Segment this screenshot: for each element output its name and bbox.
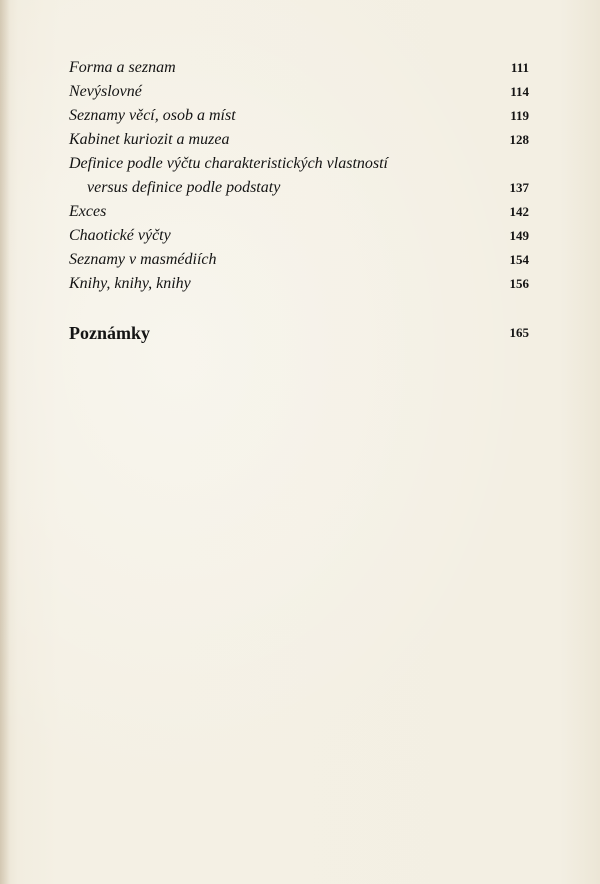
toc-entry xyxy=(69,80,531,104)
toc-entry-page: 149 xyxy=(509,228,529,243)
toc-entry xyxy=(69,56,531,80)
toc-entry-page: 111 xyxy=(510,60,529,75)
table-of-contents xyxy=(69,56,531,346)
toc-section-entry xyxy=(69,320,531,346)
toc-entry xyxy=(69,200,531,224)
toc-entry-page: 142 xyxy=(509,204,529,219)
toc-entry xyxy=(69,248,531,272)
toc-entry-title: Exces xyxy=(69,203,107,220)
toc-entry-title: Seznamy v masmédiích xyxy=(69,251,217,268)
toc-entry-title-line2: versus definice podle podstaty xyxy=(87,179,281,196)
toc-entry-page: 156 xyxy=(509,276,529,291)
toc-entry xyxy=(69,104,531,128)
toc-entry xyxy=(69,224,531,248)
toc-entry-title: Chaotické výčty xyxy=(69,227,171,244)
toc-entry-title-line1: Definice podle výčtu charakteristických vlastností xyxy=(69,155,388,172)
toc-entry-page: 154 xyxy=(509,252,529,267)
toc-entry xyxy=(69,128,531,152)
toc-entry-title: Seznamy věcí, osob a míst xyxy=(69,107,236,124)
spine-shadow xyxy=(0,0,10,884)
toc-entry-title: Knihy, knihy, knihy xyxy=(69,275,191,292)
toc-entry-title: Nevýslovné xyxy=(69,83,142,100)
toc-section-title: Poznámky xyxy=(69,323,150,343)
toc-entry-title: Kabinet kuriozit a muzea xyxy=(69,131,230,148)
toc-entry-page: 119 xyxy=(510,108,529,123)
toc-entry-title xyxy=(69,152,531,200)
toc-entry xyxy=(69,272,531,296)
toc-entry-page: 137 xyxy=(509,180,529,195)
toc-entry-title: Forma a seznam xyxy=(69,59,176,76)
toc-entry xyxy=(69,152,531,200)
toc-entry-page: 128 xyxy=(509,132,529,147)
toc-section-page: 165 xyxy=(509,325,529,340)
toc-entry-page: 114 xyxy=(510,84,529,99)
toc-spacer xyxy=(69,296,531,320)
